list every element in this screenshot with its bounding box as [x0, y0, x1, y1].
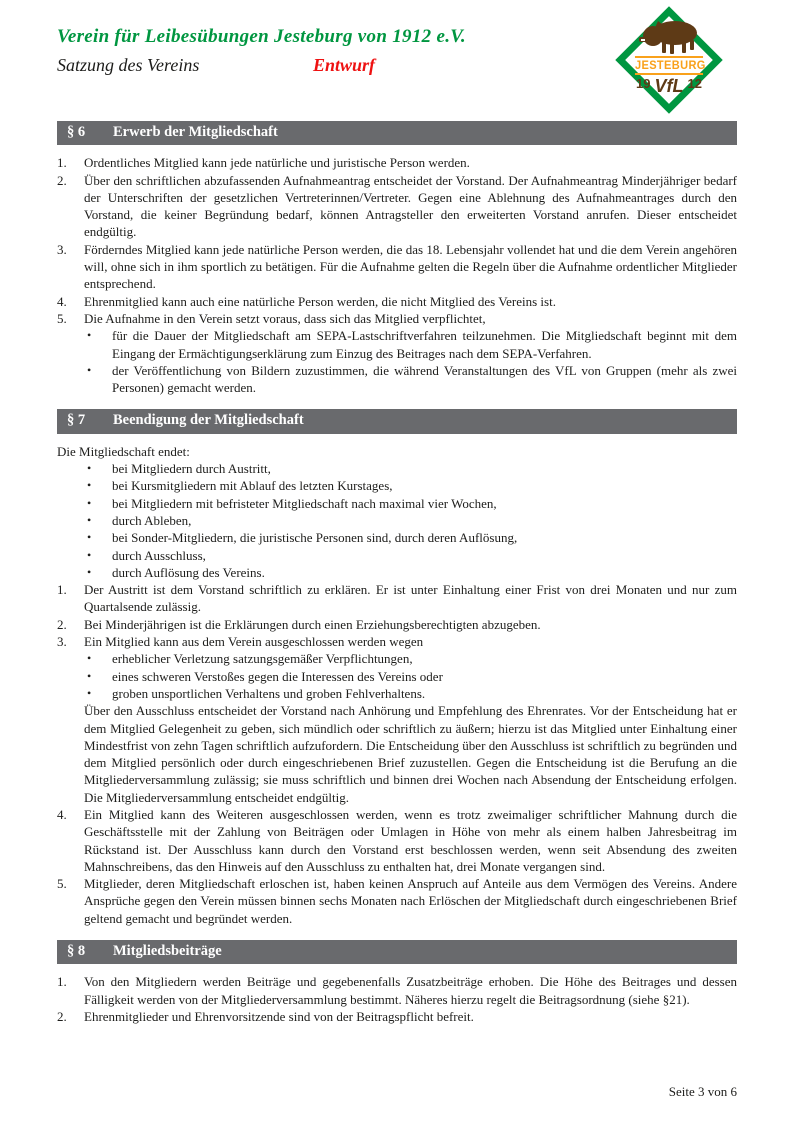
item-text: Ehrenmitglieder und Ehrenvorsitzende sind von der Beitragspflicht befreit. [84, 1008, 474, 1024]
item-text: Ein Mitglied kann aus dem Verein ausgeschlossen werden wegen [84, 634, 424, 650]
bullet-marker: • [87, 328, 92, 343]
section-number: § 6 [67, 124, 86, 140]
item-text: bei Sonder-Mitgliedern, die juristische Personen sind, durch deren Auflösung, [112, 530, 518, 546]
item-number: 1. [57, 155, 67, 171]
bullet-item [57, 362, 737, 397]
numbered-item [57, 241, 737, 293]
numbered-item [57, 806, 737, 875]
item-text: Förderndes Mitglied kann jede natürliche Person werden, die das 18. Lebensjahr vollendet hat und die dem Verein angehören will, ohne sich in ihm sportlich zu betätigen. Für die Aufnahme gelten die Regeln über die Aufnahme ordentlicher Mitglieder entsprechend. [84, 241, 737, 292]
item-number: 2. [57, 616, 67, 632]
section-title: Beendigung der Mitgliedschaft [113, 412, 304, 429]
logo-town-name: JESTEBURG [635, 56, 703, 75]
numbered-item [57, 310, 737, 327]
bullet-marker: • [87, 685, 92, 700]
item-number: 3. [57, 634, 67, 650]
bullet-item [57, 327, 737, 362]
item-text: bei Kursmitgliedern mit Ablauf des letzten Kurstages, [112, 478, 393, 494]
item-text: durch Ausschluss, [112, 547, 206, 563]
logo-year-right: 12 [687, 76, 702, 91]
logo-year-left: 19 [636, 76, 651, 91]
logo-years [614, 76, 724, 96]
item-text: durch Ableben, [112, 512, 192, 528]
item-number: 5. [57, 310, 67, 326]
item-text: bei Mitgliedern mit befristeter Mitgliedschaft nach maximal vier Wochen, [112, 495, 497, 511]
bullet-marker: • [87, 512, 92, 527]
item-text: Über den schriftlichen abzufassenden Aufnahmeantrag entscheidet der Vorstand. Der Aufnahmeantrag Minderjähriger bedarf der Unterschriften der gesetzlichen Vertreterinnen/Vertreter. Gegen eine Ablehnung des Aufnahmeantrages durch den Vorstand, die keiner Begründung bedarf, können Antragsteller den erweiterten Vorstand anrufen. Dieser entscheidet endgültig. [84, 172, 737, 240]
doc-title: Satzung des Vereins [57, 55, 200, 75]
item-number: 2. [57, 172, 67, 188]
item-text: für die Dauer der Mitgliedschaft am SEPA-Lastschriftverfahren teilzunehmen. Die Mitgliedschaft beginnt mit dem Eingang der Ermächtigungserklärung zum Einzug des Beitrages nach dem SEPA-Verfahren. [112, 328, 737, 361]
document-body [57, 121, 737, 1025]
bullet-marker: • [87, 668, 92, 683]
item-number: 1. [57, 582, 67, 598]
item-number: 3. [57, 241, 67, 257]
statute-section [57, 940, 737, 1025]
club-name: Verein für Leibesübungen Jesteburg von 1912 e.V. [57, 26, 466, 47]
item-number: 2. [57, 1008, 67, 1024]
numbered-item [57, 633, 737, 650]
numbered-item [57, 581, 737, 616]
numbered-item [57, 973, 737, 1008]
item-number: 4. [57, 806, 67, 822]
item-number: 5. [57, 876, 67, 892]
item-number: 1. [57, 974, 67, 990]
bullet-marker: • [87, 495, 92, 510]
page-number: Seite 3 von 6 [668, 1084, 737, 1099]
section-number: § 8 [67, 943, 86, 960]
bullet-item [57, 650, 737, 667]
bullet-marker: • [87, 461, 92, 476]
section-header [57, 940, 737, 964]
item-text: Ordentliches Mitglied kann jede natürliche und juristische Person werden. [84, 155, 470, 171]
item-text: Die Aufnahme in den Verein setzt voraus, dass sich das Mitglied verpflichtet, [84, 310, 486, 326]
bullet-marker: • [87, 651, 92, 666]
bullet-marker: • [87, 564, 92, 579]
item-text: bei Mitgliedern durch Austritt, [112, 461, 271, 477]
numbered-item [57, 293, 737, 310]
item-text: Von den Mitgliedern werden Beiträge und gegebenenfalls Zusatzbeiträge erhoben. Die Höhe des Beitrages und dessen Fälligkeit werden von der Mitgliederversammlung bestimmt. Näheres hierzu regelt die Beitragsordnung (siehe §21). [84, 974, 737, 1007]
numbered-item [57, 875, 737, 927]
bullet-marker: • [87, 478, 92, 493]
bullet-marker: • [87, 362, 92, 377]
bullet-item [57, 529, 737, 546]
item-text: Ehrenmitglied kann auch eine natürliche Person werden, die nicht Mitglied des Vereins ist. [84, 293, 556, 309]
bullet-item [57, 685, 737, 702]
paragraph: Über den Ausschluss entscheidet der Vorstand nach Anhörung und Empfehlung des Ehrenrates. Vor der Entscheidung hat er dem Mitglied Gelegenheit zu geben, sich mündlich oder schriftlich zu äußern; hierzu ist das Mitglied unter Einhaltung einer Mindestfrist von zehn Tagen schriftlich aufzufordern. Die Entscheidung über den Ausschluss ist schriftlich zu begründen und dem Mitglied persönlich oder durch eingeschriebenen Brief zuzustellen. Gegen die Entscheidung ist die Berufung an die Mitgliederversammlung zulässig; sie muss schriftlich und binnen drei Wochen nach Absendung der Entscheidung erfolgen. Die Mitgliederversammlung entscheidet endgültig. [84, 703, 737, 805]
item-text: der Veröffentlichung von Bildern zuzustimmen, die während Veranstaltungen des VfL von Gruppen (mehr als zwei Personen) gemacht werden. [112, 362, 737, 396]
item-text: Mitglieder, deren Mitgliedschaft erloschen ist, haben keinen Anspruch auf Anteile aus dem Vermögen des Vereins. Andere Ansprüche gegen den Verein müssen binnen sechs Monaten nach Erlöschen der Mitgliedschaft durch eingeschriebenen Brief geltend gemacht und begründet werden. [84, 876, 737, 926]
club-logo [614, 4, 724, 116]
item-text: Ein Mitglied kann des Weiteren ausgeschlossen werden, wenn es trotz zweimaliger schriftlicher Mahnung durch die Geschäftsstelle mit der Zahlung von Beiträgen oder Umlagen in Höhe von mehr als einem halben Jahresbeitrag im Rückstand ist. Der Ausschluss kann durch den Vorstand erst beschlossen werden, wenn seit Absendung des zweiten Mahnschreibens, das den Hinweis auf den Ausschluss zu enthalten hat, drei Monate vergangen sind. [84, 806, 737, 874]
paragraph: Die Mitgliedschaft endet: [57, 443, 190, 459]
bullet-item [57, 477, 737, 494]
section-number: § 7 [67, 412, 86, 429]
item-text: durch Auflösung des Vereins. [112, 564, 265, 580]
bullet-item [57, 495, 737, 512]
logo-inner [614, 4, 724, 116]
section-title: Mitgliedsbeiträge [113, 943, 222, 960]
numbered-item [57, 1008, 737, 1025]
numbered-item [57, 616, 737, 633]
section-header [57, 409, 737, 433]
section-title: Erwerb der Mitgliedschaft [113, 124, 278, 140]
numbered-item [57, 172, 737, 241]
section-header [57, 121, 737, 145]
bullet-item [57, 547, 737, 564]
numbered-item [57, 154, 737, 171]
item-number: 4. [57, 293, 67, 309]
item-text: Bei Minderjährigen ist die Erklärungen durch einen Erziehungsberechtigten abzugeben. [84, 616, 541, 632]
bullet-marker: • [87, 530, 92, 545]
logo-vfl-monogram: VfL [654, 76, 684, 96]
statute-section [57, 121, 737, 396]
item-text: Der Austritt ist dem Vorstand schriftlich zu erklären. Er ist unter Einhaltung einer Frist von drei Monaten und nur zum Quartalsende zulässig. [84, 582, 737, 615]
item-text: erheblicher Verletzung satzungsgemäßer Verpflichtungen, [112, 651, 413, 667]
item-text: groben unsportlichen Verhaltens und groben Fehlverhaltens. [112, 685, 426, 701]
boar-icon [638, 18, 700, 56]
draft-label: Entwurf [313, 55, 376, 75]
bullet-item [57, 512, 737, 529]
bullet-item [57, 668, 737, 685]
bullet-item [57, 460, 737, 477]
bullet-item [57, 564, 737, 581]
statute-section [57, 409, 737, 927]
item-text: eines schweren Verstoßes gegen die Interessen des Vereins oder [112, 668, 443, 684]
bullet-marker: • [87, 547, 92, 562]
